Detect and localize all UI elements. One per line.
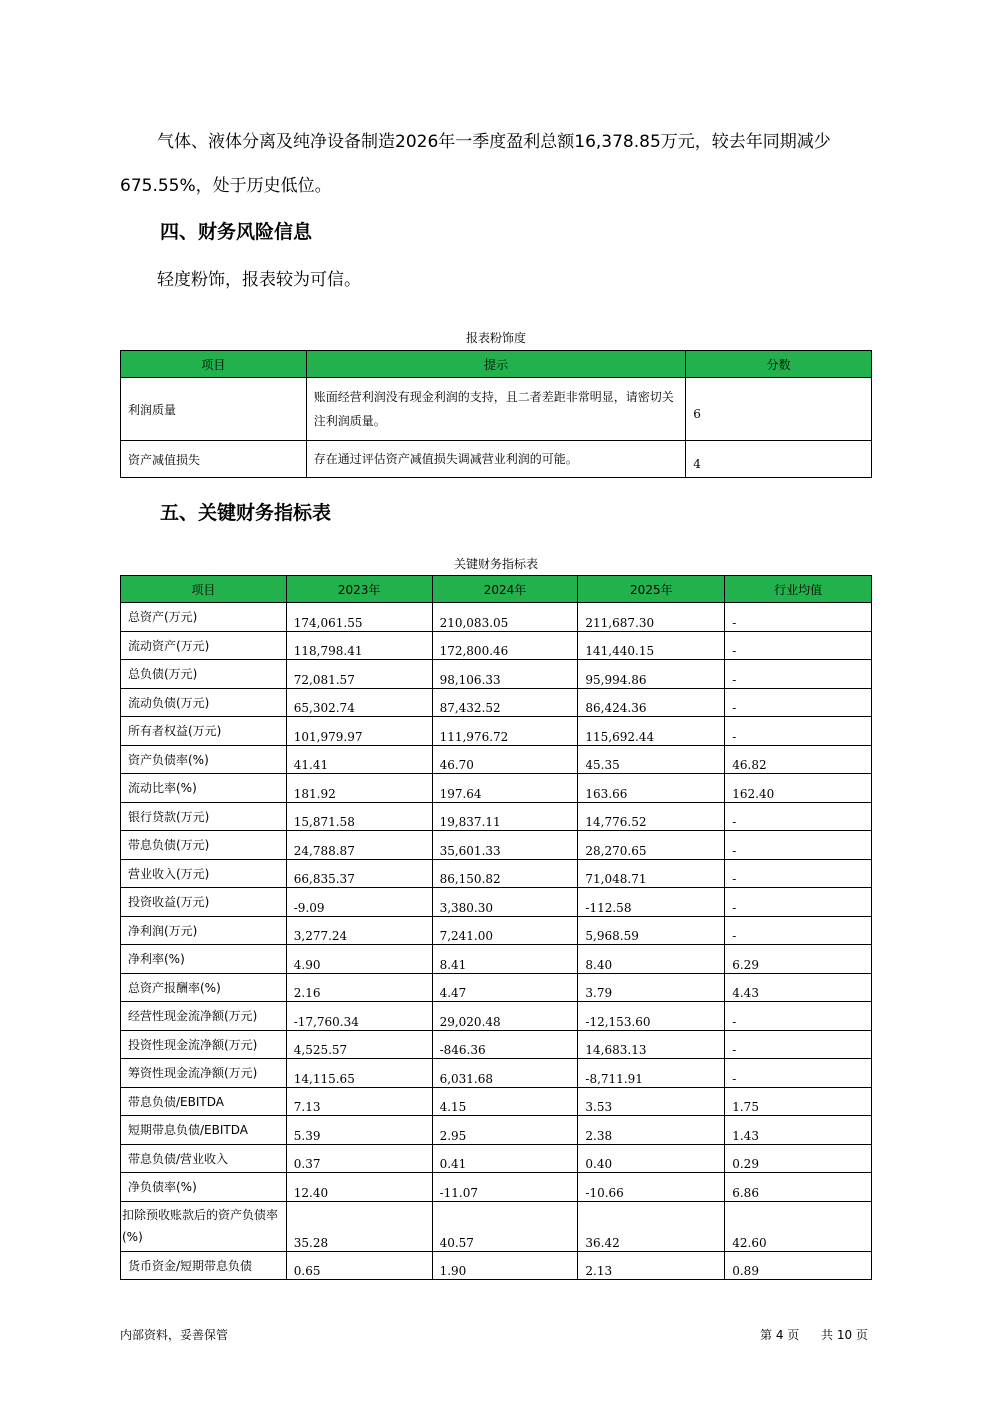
kpi-value-2024: 98,106.33	[432, 660, 578, 689]
kpi-value-2023: 2.16	[286, 973, 432, 1002]
kpi-item: 总负债(万元)	[121, 660, 287, 689]
kpi-table-caption: 关键财务指标表	[453, 557, 538, 571]
kpi-item: 资产负债率(%)	[121, 745, 287, 774]
kpi-item: 带息负债(万元)	[121, 831, 287, 860]
section-5-title: 五、关键财务指标表	[160, 502, 332, 524]
kpi-industry-avg: -	[725, 603, 872, 632]
kpi-industry-avg: -	[725, 660, 872, 689]
risk-table-header	[121, 351, 872, 378]
kpi-value-2025: 45.35	[578, 745, 725, 774]
kpi-industry-avg: -	[725, 831, 872, 860]
table-row	[121, 945, 872, 974]
kpi-value-2025: 5,968.59	[578, 916, 725, 945]
kpi-item: 带息负债/营业收入	[121, 1144, 287, 1173]
kpi-item: 短期带息负债/EBITDA	[121, 1116, 287, 1145]
table-row	[121, 916, 872, 945]
kpi-item: 所有者权益(万元)	[121, 717, 287, 746]
kpi-value-2023: 174,061.55	[286, 603, 432, 632]
kpi-value-2024: 8.41	[432, 945, 578, 974]
kpi-header-2025: 2025年	[578, 576, 725, 603]
kpi-industry-avg: -	[725, 1030, 872, 1059]
kpi-header-2023: 2023年	[286, 576, 432, 603]
kpi-value-2024: 40.57	[432, 1201, 578, 1251]
kpi-value-2024: 6,031.68	[432, 1059, 578, 1088]
risk-score: 6	[686, 378, 872, 441]
kpi-value-2023: -17,760.34	[286, 1002, 432, 1031]
kpi-value-2023: 4.90	[286, 945, 432, 974]
kpi-header-2024: 2024年	[432, 576, 578, 603]
risk-hint: 存在通过评估资产减值损失调减营业利润的可能。	[306, 441, 685, 478]
kpi-industry-avg: 6.29	[725, 945, 872, 974]
kpi-value-2023: 4,525.57	[286, 1030, 432, 1059]
kpi-value-2024: 46.70	[432, 745, 578, 774]
kpi-value-2025: 3.53	[578, 1087, 725, 1116]
kpi-table	[120, 575, 872, 1280]
kpi-item: 净负债率(%)	[121, 1173, 287, 1202]
kpi-value-2024: -11.07	[432, 1173, 578, 1202]
table-row	[121, 1173, 872, 1202]
kpi-industry-avg: 0.89	[725, 1251, 872, 1280]
risk-table	[120, 350, 872, 478]
table-row	[121, 1059, 872, 1088]
table-row	[121, 1201, 872, 1251]
kpi-value-2023: 181.92	[286, 774, 432, 803]
table-row	[121, 1002, 872, 1031]
kpi-value-2023: 0.37	[286, 1144, 432, 1173]
kpi-value-2023: 15,871.58	[286, 802, 432, 831]
table-row	[121, 973, 872, 1002]
kpi-value-2025: 95,994.86	[578, 660, 725, 689]
kpi-industry-avg: -	[725, 1059, 872, 1088]
kpi-industry-avg: 46.82	[725, 745, 872, 774]
kpi-value-2024: 3,380.30	[432, 888, 578, 917]
kpi-value-2024: 4.15	[432, 1087, 578, 1116]
kpi-item: 带息负债/EBITDA	[121, 1087, 287, 1116]
risk-table-caption: 报表粉饰度	[465, 331, 526, 345]
risk-header-item: 项目	[121, 351, 307, 378]
kpi-value-2025: -10.66	[578, 1173, 725, 1202]
kpi-industry-avg: 42.60	[725, 1201, 872, 1251]
kpi-value-2025: 2.38	[578, 1116, 725, 1145]
kpi-value-2024: 2.95	[432, 1116, 578, 1145]
kpi-value-2025: 115,692.44	[578, 717, 725, 746]
risk-score: 4	[686, 441, 872, 478]
kpi-industry-avg: 6.86	[725, 1173, 872, 1202]
table-row	[121, 802, 872, 831]
kpi-value-2023: 0.65	[286, 1251, 432, 1280]
kpi-value-2024: 29,020.48	[432, 1002, 578, 1031]
kpi-value-2024: 87,432.52	[432, 688, 578, 717]
kpi-value-2025: 86,424.36	[578, 688, 725, 717]
kpi-table-body	[121, 603, 872, 1280]
risk-hint: 账面经营利润没有现金利润的支持，且二者差距非常明显，请密切关注利润质量。	[306, 378, 685, 441]
kpi-value-2025: -8,711.91	[578, 1059, 725, 1088]
kpi-value-2024: -846.36	[432, 1030, 578, 1059]
kpi-item: 货币资金/短期带息负债	[121, 1251, 287, 1280]
table-row	[121, 631, 872, 660]
kpi-industry-avg: -	[725, 802, 872, 831]
risk-item: 利润质量	[121, 378, 307, 441]
kpi-value-2025: 0.40	[578, 1144, 725, 1173]
kpi-value-2025: -12,153.60	[578, 1002, 725, 1031]
kpi-value-2023: 35.28	[286, 1201, 432, 1251]
kpi-value-2024: 7,241.00	[432, 916, 578, 945]
intro-line-2: 675.55%，处于历史低位。	[120, 176, 332, 196]
footer-page-total: 共 10 页	[821, 1328, 868, 1342]
kpi-value-2025: 2.13	[578, 1251, 725, 1280]
table-row	[121, 859, 872, 888]
table-row	[121, 603, 872, 632]
kpi-value-2024: 1.90	[432, 1251, 578, 1280]
kpi-value-2025: 14,683.13	[578, 1030, 725, 1059]
table-row	[121, 660, 872, 689]
table-row	[121, 378, 872, 441]
risk-item: 资产减值损失	[121, 441, 307, 478]
kpi-value-2025: -112.58	[578, 888, 725, 917]
table-row	[121, 888, 872, 917]
kpi-value-2025: 28,270.65	[578, 831, 725, 860]
kpi-table-header	[121, 576, 872, 603]
kpi-header-industry-avg: 行业均值	[725, 576, 872, 603]
table-row	[121, 831, 872, 860]
kpi-item: 流动比率(%)	[121, 774, 287, 803]
kpi-industry-avg: -	[725, 717, 872, 746]
footer-page-number: 第 4 页	[760, 1328, 800, 1342]
risk-header-score: 分数	[686, 351, 872, 378]
kpi-item: 总资产报酬率(%)	[121, 973, 287, 1002]
kpi-value-2023: 14,115.65	[286, 1059, 432, 1088]
kpi-value-2025: 211,687.30	[578, 603, 725, 632]
kpi-value-2023: 24,788.87	[286, 831, 432, 860]
kpi-item: 经营性现金流净额(万元)	[121, 1002, 287, 1031]
kpi-item: 扣除预收账款后的资产负债率(%)	[121, 1201, 287, 1251]
kpi-item: 净利润(万元)	[121, 916, 287, 945]
section-4-title: 四、财务风险信息	[160, 221, 313, 243]
table-row	[121, 1116, 872, 1145]
kpi-value-2023: 5.39	[286, 1116, 432, 1145]
kpi-value-2025: 71,048.71	[578, 859, 725, 888]
kpi-value-2025: 163.66	[578, 774, 725, 803]
footer-note: 内部资料，妥善保管	[120, 1328, 229, 1342]
kpi-value-2024: 210,083.05	[432, 603, 578, 632]
kpi-industry-avg: 162.40	[725, 774, 872, 803]
kpi-header-item: 项目	[121, 576, 287, 603]
risk-header-hint: 提示	[306, 351, 685, 378]
kpi-value-2023: 65,302.74	[286, 688, 432, 717]
kpi-item: 总资产(万元)	[121, 603, 287, 632]
kpi-industry-avg: 0.29	[725, 1144, 872, 1173]
kpi-value-2025: 141,440.15	[578, 631, 725, 660]
kpi-value-2025: 14,776.52	[578, 802, 725, 831]
table-row	[121, 1030, 872, 1059]
kpi-industry-avg: -	[725, 888, 872, 917]
kpi-value-2024: 4.47	[432, 973, 578, 1002]
kpi-value-2023: 3,277.24	[286, 916, 432, 945]
kpi-value-2024: 35,601.33	[432, 831, 578, 860]
kpi-value-2025: 36.42	[578, 1201, 725, 1251]
kpi-value-2024: 19,837.11	[432, 802, 578, 831]
kpi-item: 营业收入(万元)	[121, 859, 287, 888]
kpi-value-2024: 111,976.72	[432, 717, 578, 746]
kpi-value-2024: 197.64	[432, 774, 578, 803]
kpi-value-2023: 66,835.37	[286, 859, 432, 888]
table-row	[121, 1087, 872, 1116]
kpi-value-2023: 7.13	[286, 1087, 432, 1116]
table-row	[121, 1144, 872, 1173]
risk-summary: 轻度粉饰，报表较为可信。	[157, 270, 361, 290]
table-row	[121, 688, 872, 717]
kpi-value-2025: 3.79	[578, 973, 725, 1002]
table-row	[121, 717, 872, 746]
kpi-industry-avg: -	[725, 688, 872, 717]
kpi-value-2024: 86,150.82	[432, 859, 578, 888]
kpi-value-2024: 0.41	[432, 1144, 578, 1173]
intro-line-1: 气体、液体分离及纯净设备制造2026年一季度盈利总额16,378.85万元，较去年同期减少	[157, 132, 831, 152]
kpi-value-2023: 72,081.57	[286, 660, 432, 689]
kpi-item: 银行贷款(万元)	[121, 802, 287, 831]
table-row	[121, 745, 872, 774]
kpi-value-2023: 41.41	[286, 745, 432, 774]
kpi-item: 投资收益(万元)	[121, 888, 287, 917]
kpi-value-2023: 12.40	[286, 1173, 432, 1202]
kpi-value-2023: -9.09	[286, 888, 432, 917]
kpi-item: 筹资性现金流净额(万元)	[121, 1059, 287, 1088]
kpi-value-2024: 172,800.46	[432, 631, 578, 660]
kpi-item: 流动资产(万元)	[121, 631, 287, 660]
kpi-item: 净利率(%)	[121, 945, 287, 974]
kpi-item: 流动负债(万元)	[121, 688, 287, 717]
kpi-industry-avg: 4.43	[725, 973, 872, 1002]
table-row	[121, 774, 872, 803]
kpi-value-2023: 118,798.41	[286, 631, 432, 660]
table-row	[121, 441, 872, 478]
kpi-value-2025: 8.40	[578, 945, 725, 974]
kpi-industry-avg: 1.43	[725, 1116, 872, 1145]
kpi-industry-avg: -	[725, 1002, 872, 1031]
table-row	[121, 1251, 872, 1280]
kpi-item: 投资性现金流净额(万元)	[121, 1030, 287, 1059]
intro-paragraph	[120, 120, 872, 208]
kpi-industry-avg: 1.75	[725, 1087, 872, 1116]
kpi-industry-avg: -	[725, 916, 872, 945]
kpi-industry-avg: -	[725, 859, 872, 888]
kpi-industry-avg: -	[725, 631, 872, 660]
kpi-value-2023: 101,979.97	[286, 717, 432, 746]
